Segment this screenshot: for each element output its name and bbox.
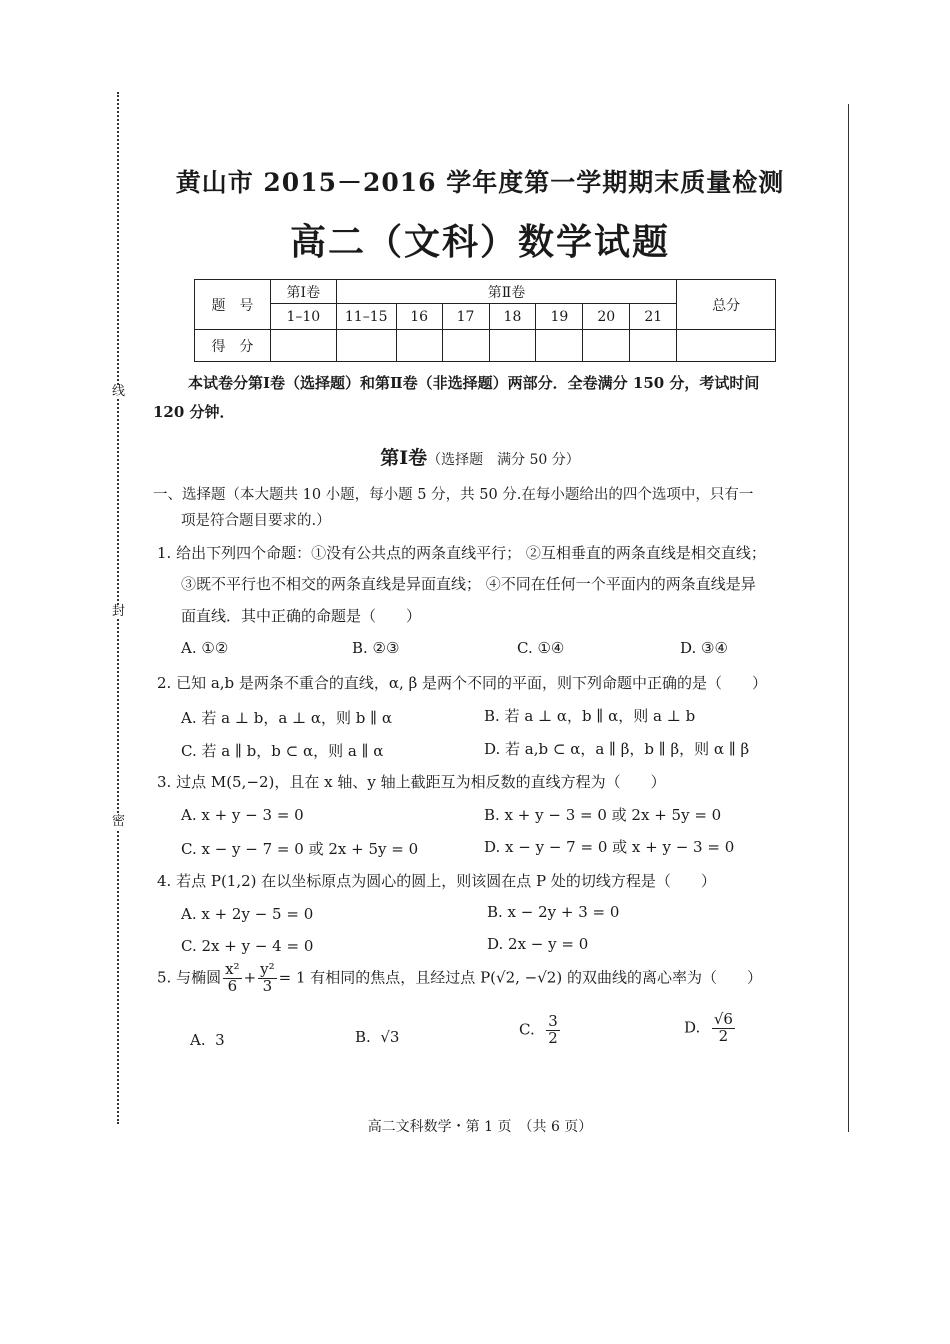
q1-option-b: B. ②③ <box>352 639 400 657</box>
score-cell <box>396 330 442 362</box>
col-17: 17 <box>442 304 489 330</box>
page-footer: 高二文科数学・第 1 页 （共 6 页） <box>367 1119 593 1135</box>
row-header-score: 得 分 <box>195 330 271 362</box>
score-cell <box>442 330 489 362</box>
q5-fraction-y <box>258 962 277 995</box>
q5-option-b-value: √3 <box>380 1028 400 1046</box>
section-subtitle: （选择题 满分 50 分） <box>427 452 580 468</box>
q5-option-b-label: B. <box>355 1028 371 1046</box>
part2-header: 第Ⅱ卷 <box>336 280 676 304</box>
q5-option-c-fraction <box>546 1014 560 1047</box>
section-heading <box>150 443 810 470</box>
q5-option-a-value: 3 <box>215 1031 225 1049</box>
q2-option-c: C. 若 a ∥ b，b ⊂ α，则 a ∥ α <box>181 742 384 760</box>
q1-option-a: A. ①② <box>181 639 229 657</box>
q5-option-c-label: C. <box>519 1020 535 1039</box>
q1-option-d: D. ③④ <box>680 639 728 657</box>
q4-option-a: A. x + 2y − 5 = 0 <box>181 905 314 923</box>
row-header-question-number: 题 号 <box>195 280 271 330</box>
q2-stem: 2. 已知 a,b 是两条不重合的直线，α, β 是两个不同的平面，则下列命题中正确的是（ ） <box>157 674 768 692</box>
q4-option-c: C. 2x + y − 4 = 0 <box>181 937 314 955</box>
q5-option-a-label: A. <box>190 1031 206 1049</box>
q5-fraction-y-den: 3 <box>262 976 273 995</box>
exam-title: 黄山市 2015－2016 学年度第一学期期末质量检测 <box>175 168 785 197</box>
page-edge-line <box>848 104 849 1132</box>
col-11-15: 11–15 <box>336 304 396 330</box>
part-heading-line-2: 项是符合题目要求的.） <box>181 513 331 529</box>
intro-line-2: 120 分钟． <box>153 403 235 421</box>
q3-option-d: D. x − y − 7 = 0 或 x + y − 3 = 0 <box>484 838 735 856</box>
q5-option-d-num: √6 <box>713 1010 733 1028</box>
col-18: 18 <box>489 304 536 330</box>
col-21: 21 <box>630 304 677 330</box>
score-cell <box>489 330 536 362</box>
score-table <box>194 279 776 362</box>
q5-stem-post: = 1 有相同的焦点，且经过点 P(√2, −√2) 的双曲线的离心率为（ ） <box>278 968 762 987</box>
score-cell <box>270 330 336 362</box>
q1-line-3: 面直线．其中正确的命题是（ ） <box>181 607 422 625</box>
q5-stem <box>157 962 762 995</box>
intro-line-1: 本试卷分第Ⅰ卷（选择题）和第Ⅱ卷（非选择题）两部分．全卷满分 150 分，考试时间 <box>188 374 760 392</box>
score-cell <box>336 330 396 362</box>
q5-stem-pre: 5. 与椭圆 <box>157 968 222 987</box>
exam-subtitle: 高二（文科）数学试题 <box>289 221 670 263</box>
binding-char-mi: 密 <box>112 814 126 829</box>
q4-option-d: D. 2x − y = 0 <box>487 935 589 953</box>
col-20: 20 <box>583 304 630 330</box>
part-heading-line-1: 一、选择题（本大题共 10 小题，每小题 5 分，共 50 分.在每小题给出的四个选项中，只有一 <box>153 487 754 503</box>
q5-option-d-label: D. <box>684 1018 701 1037</box>
q5-option-c-num: 3 <box>548 1012 558 1030</box>
q2-option-b: B. 若 a ⊥ α，b ∥ α，则 a ⊥ b <box>484 707 696 725</box>
q5-option-a <box>190 1031 225 1049</box>
q5-option-d <box>684 1012 737 1045</box>
binding-char-feng: 封 <box>112 604 126 619</box>
q3-option-b: B. x + y − 3 = 0 或 2x + 5y = 0 <box>484 806 722 824</box>
total-header: 总分 <box>677 280 776 330</box>
col-1-10: 1–10 <box>270 304 336 330</box>
q5-fraction-x-den: 6 <box>227 976 238 995</box>
section-title: 第Ⅰ卷 <box>380 447 428 469</box>
score-cell <box>583 330 630 362</box>
q4-option-b: B. x − 2y + 3 = 0 <box>487 903 620 921</box>
q3-option-c: C. x − y − 7 = 0 或 2x + 5y = 0 <box>181 840 419 858</box>
q5-option-d-fraction <box>712 1012 735 1045</box>
q2-option-d: D. 若 a,b ⊂ α，a ∥ β，b ∥ β，则 α ∥ β <box>484 740 750 758</box>
col-19: 19 <box>536 304 583 330</box>
score-cell-total <box>677 330 776 362</box>
q5-option-c <box>519 1014 562 1047</box>
q1-option-c: C. ①④ <box>517 639 565 657</box>
q5-option-c-den: 2 <box>548 1028 558 1047</box>
q4-stem: 4. 若点 P(1,2) 在以坐标原点为圆心的圆上，则该圆在点 P 处的切线方程是（ ） <box>157 872 716 890</box>
q2-option-a: A. 若 a ⊥ b，a ⊥ α，则 b ∥ α <box>181 709 393 727</box>
q3-option-a: A. x + y − 3 = 0 <box>181 806 304 824</box>
q5-fraction-y-num: y² <box>260 960 275 978</box>
binding-char-xian: 线 <box>112 384 126 399</box>
part1-header: 第Ⅰ卷 <box>270 280 336 304</box>
q3-stem: 3. 过点 M(5,−2)，且在 x 轴、y 轴上截距互为相反数的直线方程为（ ） <box>157 773 666 791</box>
q5-fraction-x-num: x² <box>225 960 240 978</box>
q1-line-2: ③既不平行也不相交的两条直线是异面直线； ④不同在任何一个平面内的两条直线是异 <box>181 575 756 593</box>
q5-option-b <box>355 1028 399 1046</box>
col-16: 16 <box>396 304 442 330</box>
score-cell <box>536 330 583 362</box>
score-cell <box>630 330 677 362</box>
q5-option-d-den: 2 <box>718 1026 729 1045</box>
q5-fraction-x <box>223 962 241 995</box>
q1-line-1: 1. 给出下列四个命题：①没有公共点的两条直线平行； ②互相垂直的两条直线是相交直线； <box>157 544 766 562</box>
q5-plus: + <box>243 968 257 987</box>
